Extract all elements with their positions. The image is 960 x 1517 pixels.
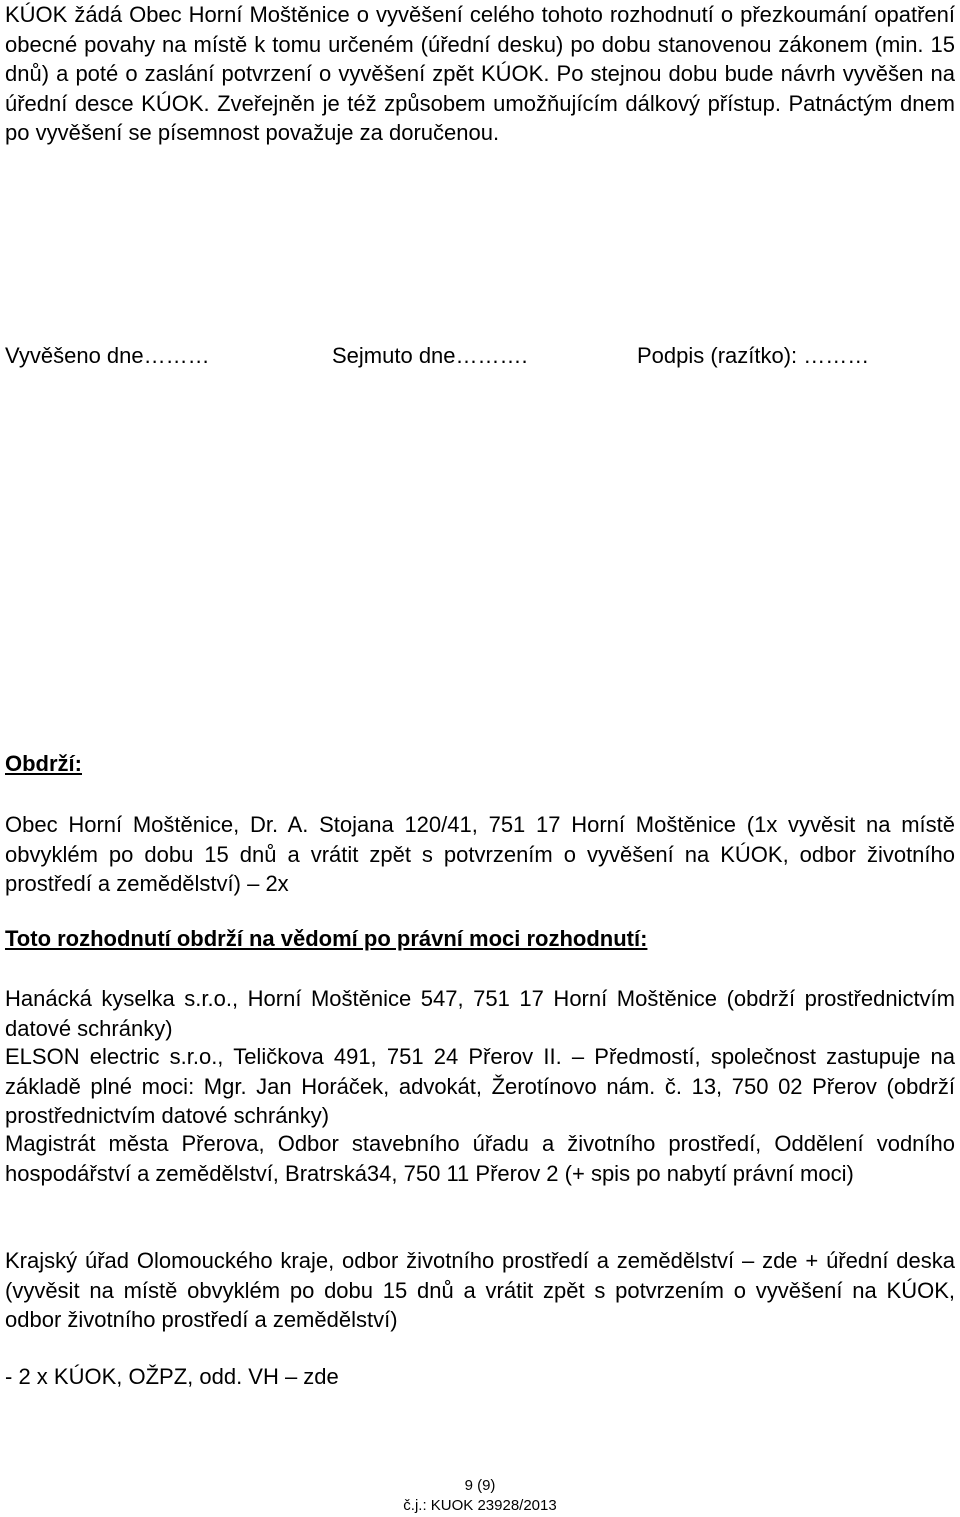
recipient-entry: Obec Horní Moštěnice, Dr. A. Stojana 120/41, 751 17 Horní Moštěnice (1x vyvěsit na místě obvyklém po dobu 15 dnů a vrátit zpět s potvrzením o vyvěšení na KÚOK, odbor životního prostředí a zemědělství) – 2x <box>5 812 955 896</box>
page-number: 9 (9) <box>464 1477 496 1494</box>
recipients-heading: Obdrží: <box>5 751 82 776</box>
posting-record <box>5 343 955 373</box>
document-page <box>5 0 955 1517</box>
informed-entry-krajsky-urad: Krajský úřad Olomouckého kraje, odbor životního prostředí a zemědělství – zde + úřední deska (vyvěsit na místě obvyklém po dobu 15 dnů a vrátit zpět s potvrzením o vyvěšení na KÚOK, odbor životního prostředí a zemědělství) <box>5 1248 955 1332</box>
removed-date-field: Sejmuto dne………. <box>332 343 528 368</box>
reference-number: č.j.: KUOK 23928/2013 <box>403 1497 557 1514</box>
informed-entry-elson-electric: ELSON electric s.r.o., Teličkova 491, 751 24 Přerov II. – Předmostí, společnost zastupuje na základě plné moci: Mgr. Jan Horáček, advokát, Žerotínovo nám. č. 13, 750 02 Přerov (obdrží prostřednictvím datové schránky) <box>5 1044 955 1128</box>
signature-stamp-field: Podpis (razítko): ……… <box>637 343 870 368</box>
page-footer <box>5 1476 955 1516</box>
posted-date-field: Vyvěšeno dne……… <box>5 343 210 368</box>
intro-paragraph: KÚOK žádá Obec Horní Moštěnice o vyvěšení celého tohoto rozhodnutí o přezkoumání opatření obecné povahy na místě k tomu určeném (úřední desku) po dobu stanovenou zákonem (min. 15 dnů) a poté o zaslání potvrzení o vyvěšení zpět KÚOK. Po stejnou dobu bude návrh vyvěšen na úřední desce KÚOK. Zveřejněn je též způsobem umožňujícím dálkový přístup. Patnáctým dnem po vyvěšení se písemnost považuje za doručenou. <box>5 2 955 145</box>
informed-heading: Toto rozhodnutí obdrží na vědomí po právní moci rozhodnutí: <box>5 926 648 951</box>
informed-entry-kuok-copies: - 2 x KÚOK, OŽPZ, odd. VH – zde <box>5 1364 339 1389</box>
informed-entry-hanacka-kyselka: Hanácká kyselka s.r.o., Horní Moštěnice 547, 751 17 Horní Moštěnice (obdrží prostřednictvím datové schránky) <box>5 986 955 1041</box>
informed-entry-magistrat-prerov: Magistrát města Přerova, Odbor stavebního úřadu a životního prostředí, Oddělení vodního hospodářství a zemědělství, Bratrská34, 750 11 Přerov 2 (+ spis po nabytí právní moci) <box>5 1131 955 1186</box>
